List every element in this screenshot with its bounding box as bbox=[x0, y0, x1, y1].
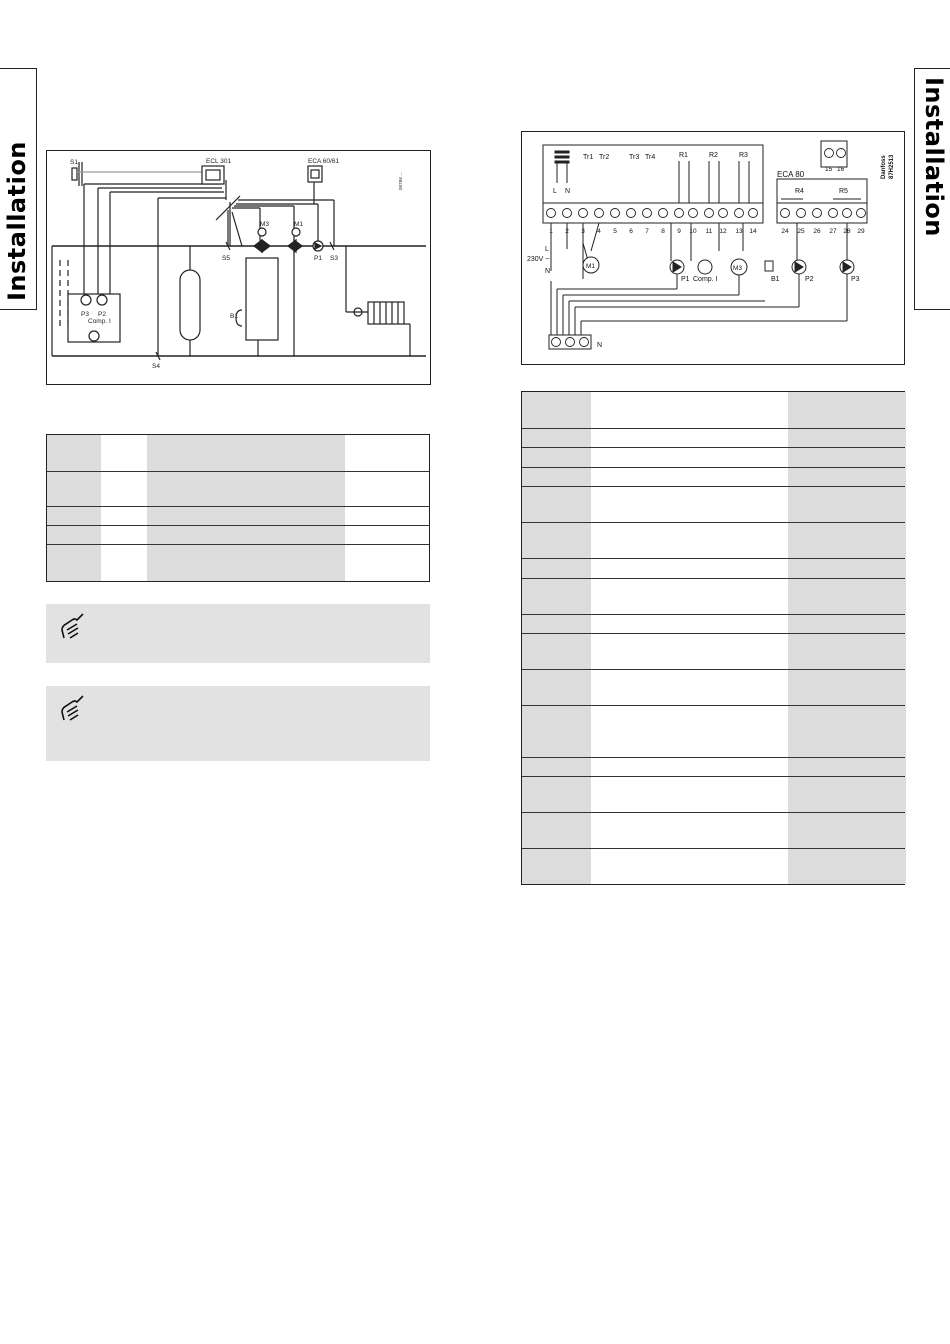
wiring-diagram bbox=[521, 131, 905, 365]
label-b1: B1 bbox=[230, 313, 238, 320]
terminal-label: 28 bbox=[843, 228, 851, 235]
label-supply: 230V ~ bbox=[527, 256, 550, 263]
terminal-label: 8 bbox=[661, 228, 665, 235]
label-s1: S1 bbox=[70, 159, 78, 166]
table-row bbox=[47, 507, 429, 526]
device-p3: P3 bbox=[851, 276, 860, 283]
table-row bbox=[522, 579, 904, 615]
table-row bbox=[522, 392, 904, 429]
hydraulic-diagram bbox=[46, 150, 432, 386]
connection-table-right bbox=[521, 391, 905, 885]
label-m1: M1 bbox=[294, 221, 304, 228]
side-tab-left bbox=[0, 68, 37, 310]
table-row bbox=[47, 526, 429, 545]
note-box-1 bbox=[46, 604, 430, 663]
device-m1: M1 bbox=[586, 263, 596, 270]
terminal-label: 7 bbox=[645, 228, 649, 235]
device-comp: Comp. I bbox=[693, 276, 718, 283]
connection-table-left bbox=[46, 434, 430, 582]
terminal-label: 4 bbox=[597, 228, 601, 235]
terminal-label: 12 bbox=[719, 228, 727, 235]
label-code: 87H2513 bbox=[889, 154, 895, 179]
label-t16: 16 bbox=[837, 166, 845, 173]
terminal-label: 26 bbox=[813, 228, 821, 235]
label-r5: R5 bbox=[839, 188, 848, 195]
table-row bbox=[522, 777, 904, 813]
terminal-label: 24 bbox=[781, 228, 789, 235]
label-s5: S5 bbox=[222, 255, 230, 262]
label-r1: R1 bbox=[679, 152, 688, 159]
label-supply-l: L bbox=[545, 246, 549, 253]
label-p2: P2 bbox=[98, 311, 106, 318]
terminal-label: 3 bbox=[581, 228, 585, 235]
device-m3: M3 bbox=[733, 265, 743, 272]
label-m3: M3 bbox=[260, 221, 270, 228]
terminal-label: 27 bbox=[829, 228, 837, 235]
diagram-code: 087B6 ... bbox=[398, 171, 403, 190]
label-bottom-n: N bbox=[597, 342, 603, 349]
device-b1: B1 bbox=[771, 276, 780, 283]
label-supply-n: N bbox=[545, 268, 551, 275]
table-row bbox=[47, 545, 429, 581]
side-tab-left-label: Installation bbox=[3, 141, 31, 301]
table-row bbox=[522, 468, 904, 487]
label-comp: Comp. I bbox=[88, 318, 111, 325]
label-tr3: Tr3 bbox=[629, 154, 640, 161]
table-row bbox=[522, 523, 904, 559]
table-row bbox=[522, 706, 904, 758]
table-row bbox=[522, 634, 904, 670]
terminal-label: 9 bbox=[677, 228, 681, 235]
label-danfoss: Danfoss bbox=[881, 155, 887, 179]
side-tab-right-label: Installation bbox=[920, 77, 948, 237]
label-s4: S4 bbox=[152, 363, 160, 370]
terminal-label: 29 bbox=[857, 228, 865, 235]
terminal-label: 25 bbox=[797, 228, 805, 235]
label-r4: R4 bbox=[795, 188, 804, 195]
note-box-2 bbox=[46, 686, 430, 761]
table-row bbox=[522, 813, 904, 849]
table-row bbox=[522, 429, 904, 448]
label-tr4: Tr4 bbox=[645, 154, 656, 161]
table-row bbox=[522, 615, 904, 634]
label-ecl: ECL 301 bbox=[206, 158, 232, 165]
terminal-label: 2 bbox=[565, 228, 569, 235]
label-eca80: ECA 80 bbox=[777, 170, 805, 179]
side-tab-right bbox=[914, 68, 950, 310]
label-n: N bbox=[565, 188, 571, 195]
pointing-hand-icon bbox=[60, 694, 86, 724]
label-p1: P1 bbox=[314, 255, 322, 262]
label-tr2: Tr2 bbox=[599, 154, 610, 161]
table-row bbox=[522, 849, 904, 884]
table-row bbox=[522, 487, 904, 523]
table-row bbox=[522, 559, 904, 579]
label-eca: ECA 60/61 bbox=[308, 158, 340, 165]
label-l: L bbox=[553, 188, 557, 195]
terminal-label: 13 bbox=[735, 228, 743, 235]
terminal-label: 5 bbox=[613, 228, 617, 235]
terminal-label: 11 bbox=[705, 228, 713, 235]
terminal-label: 10 bbox=[689, 228, 697, 235]
label-t15: 15 bbox=[825, 166, 833, 173]
pointing-hand-icon bbox=[60, 612, 86, 642]
label-r3: R3 bbox=[739, 152, 748, 159]
terminal-label: 6 bbox=[629, 228, 633, 235]
label-p3: P3 bbox=[81, 311, 89, 318]
device-p2: P2 bbox=[805, 276, 814, 283]
table-row bbox=[47, 435, 429, 472]
table-row bbox=[522, 670, 904, 706]
device-p1: P1 bbox=[681, 276, 690, 283]
table-row bbox=[522, 758, 904, 777]
table-row bbox=[522, 448, 904, 468]
label-tr1: Tr1 bbox=[583, 154, 594, 161]
table-row bbox=[47, 472, 429, 507]
label-s3: S3 bbox=[330, 255, 338, 262]
label-r2: R2 bbox=[709, 152, 718, 159]
terminal-label: 14 bbox=[749, 228, 757, 235]
terminal-label: 1 bbox=[549, 228, 553, 235]
